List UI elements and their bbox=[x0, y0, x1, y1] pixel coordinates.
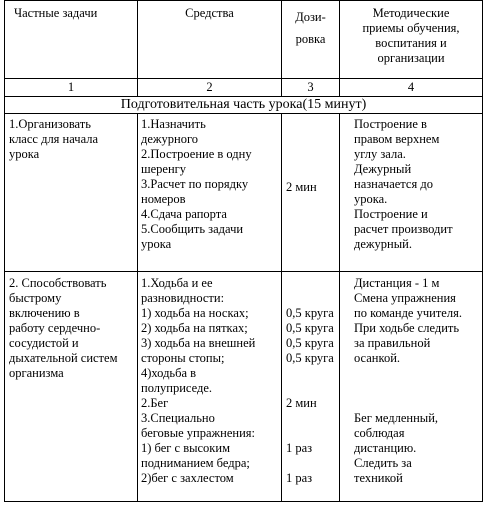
row1-task: 1.Организовать класс для начала урока bbox=[9, 117, 99, 161]
column-divider-2b bbox=[281, 113, 282, 501]
header-bottom-line bbox=[4, 78, 483, 79]
column-divider-1b bbox=[137, 113, 138, 501]
column-number-2: 2 bbox=[206, 80, 213, 94]
section-bottom-line bbox=[4, 113, 483, 114]
row1-dosage: 2 мин bbox=[286, 180, 317, 194]
table-border-left bbox=[4, 0, 5, 501]
table-border-bottom bbox=[4, 501, 483, 502]
header-tasks: Частные задачи bbox=[14, 6, 98, 20]
header-means: Средства bbox=[185, 6, 234, 20]
table-border-top bbox=[4, 0, 483, 1]
section-title: Подготовительная часть урока(15 минут) bbox=[120, 97, 367, 112]
row2-dosage: 0,5 круга 0,5 круга 0,5 круга 0,5 круга 2 мин 1 раз 1 раз bbox=[286, 306, 334, 485]
header-dosage: Дози- ровка bbox=[295, 10, 326, 46]
column-number-4: 4 bbox=[407, 80, 415, 94]
row1-means: 1.Назначить дежурного 2.Построение в одну шеренгу 3.Расчет по порядку номеров 4.Сдача рапорта 5.Сообщить задачи урока bbox=[141, 117, 252, 251]
column-number-1: 1 bbox=[67, 80, 75, 94]
row1-bottom-line bbox=[4, 271, 483, 272]
column-divider-3b bbox=[339, 113, 340, 501]
table-border-right bbox=[482, 0, 483, 501]
row2-task: 2. Способствовать быстрому включению в работу сердечно- сосудистой и дыхательной систем организма bbox=[9, 276, 118, 380]
header-methods: Методические приемы обучения, воспитания и организации bbox=[362, 6, 460, 65]
row2-methods: Дистанция - 1 м Смена упражнения по команде учителя. При ходьбе следить за правильной осанкой. Бег медленный, соблюдая дистанцию. Следить за техникой bbox=[354, 276, 462, 485]
row2-means: 1.Ходьба и ее разновидности: 1) ходьба на носках; 2) ходьба на пятках; 3) ходьба на внешней стороны стопы; 4)ходьба в полуприседе. 2.Бег 3.Специально беговые упражнения: 1) бег с высоким подниманием бедра; 2)бег с захлестом bbox=[141, 276, 256, 485]
column-number-3: 3 bbox=[307, 80, 314, 94]
row1-methods: Построение в правом верхнем углу зала. Дежурный назначается до урока. Построение и расчет производит дежурный. bbox=[354, 117, 453, 251]
